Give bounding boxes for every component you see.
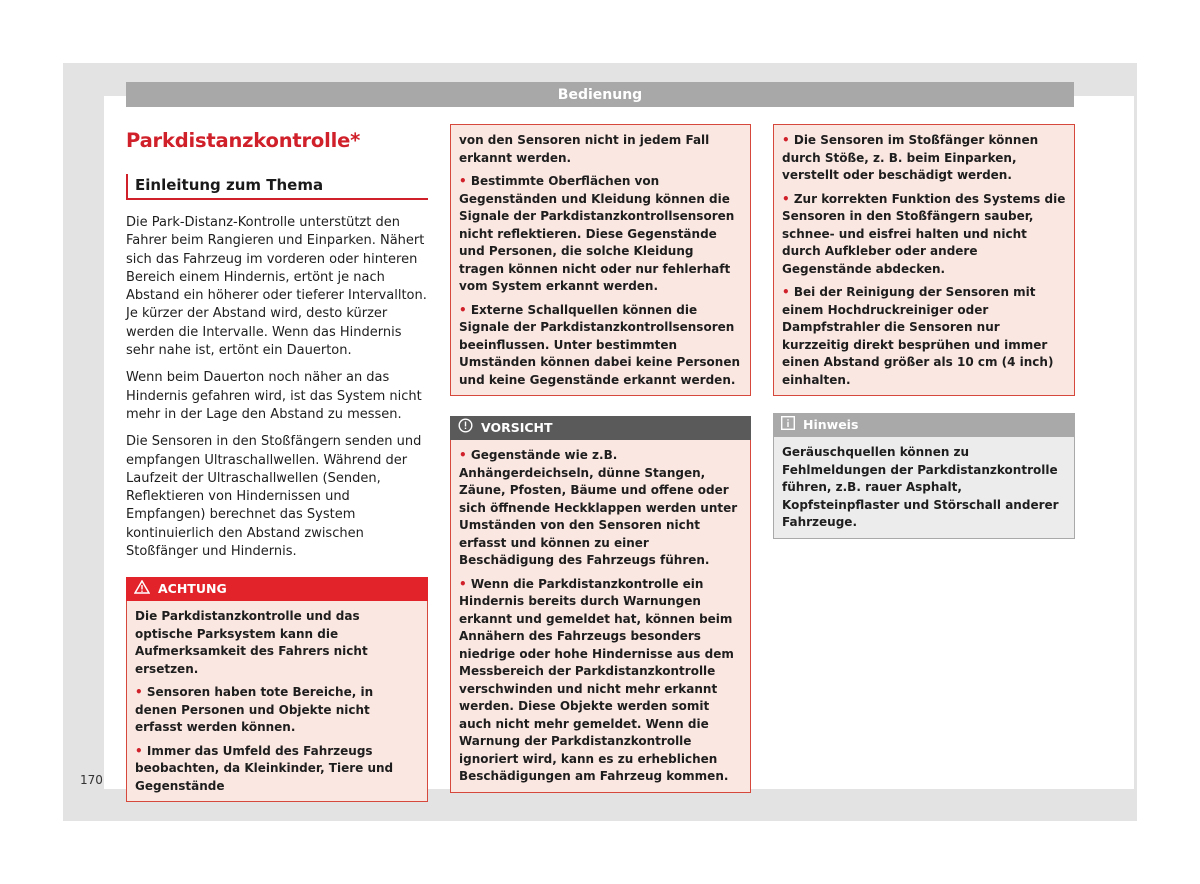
- warning-triangle-icon: [134, 578, 150, 602]
- vorsicht-label: VORSICHT: [481, 420, 553, 435]
- caution-circle-icon: [458, 417, 473, 441]
- hinweis-notice: [773, 413, 1075, 539]
- continuation-bullet: [782, 132, 1066, 185]
- bullet-icon: •: [459, 448, 467, 462]
- bullet-icon: •: [782, 191, 790, 206]
- section-header: Bedienung: [126, 82, 1074, 107]
- achtung-body: [126, 601, 428, 802]
- bullet-icon: •: [135, 685, 143, 700]
- continuation-bullet-text: Externe Schallquellen können die Signale der Parkdistanzkontrollsensoren beeinflussen. Unter bestimmten Umständen können dabei keine Personen und keine Gegenstände erkannt werden.: [459, 302, 741, 387]
- continuation-bullet: [782, 284, 1066, 389]
- bullet-icon: •: [459, 174, 467, 188]
- bullet-icon: •: [459, 576, 467, 591]
- continuation-bullet-text: Bei der Reinigung der Sensoren mit einem Hochdruckreiniger oder Dampfstrahler die Sensoren nur kurzzeitig direkt besprühen und immer einen Abstand größer als 10 cm (4 inch) einhalten.: [782, 285, 1054, 387]
- vorsicht-notice: [450, 416, 751, 793]
- bullet-icon: •: [782, 285, 790, 299]
- bullet-icon: •: [459, 302, 467, 317]
- vorsicht-bullet-text: Wenn die Parkdistanzkontrolle ein Hindernis bereits durch Warnungen erkannt und gemeldet hat, können beim Annähern des Fahrzeugs besonders niedrige oder hohe Hindernisse aus dem Messbereich der Parkdistanzkontrolle verschwinden und nicht mehr erkannt werden. Diese Objekte werden somit auch nicht mehr gemeldet. Wenn die Warnung der Parkdistanzkontrolle ignoriert wird, kann es zu erheblichen Beschädigungen am Fahrzeug kommen.: [459, 576, 734, 783]
- dauerton-paragraph: Wenn beim Dauerton noch näher an das Hindernis gefahren wird, ist das System nicht mehr in der Lage den Abstand zu messen.: [126, 370, 422, 422]
- continuation-bullet: [459, 173, 742, 296]
- achtung-bullet: [135, 684, 419, 737]
- bullet-icon: •: [782, 133, 790, 147]
- achtung-continuation: [450, 124, 751, 396]
- column-2: [450, 124, 751, 793]
- achtung-bullet-text: Sensoren haben tote Bereiche, in denen Personen und Objekte nicht erfasst werden können.: [135, 685, 374, 735]
- continuation-bullet: [782, 191, 1066, 279]
- achtung-intro: Die Parkdistanzkontrolle und das optische Parksystem kann die Aufmerksamkeit des Fahrers nicht ersetzen.: [135, 609, 368, 676]
- page-number: 170: [80, 773, 103, 787]
- section-subtitle: Einleitung zum Thema: [126, 174, 428, 200]
- achtung-label: ACHTUNG: [158, 581, 227, 597]
- continuation-bullet: [459, 302, 742, 390]
- hinweis-header: [773, 413, 1075, 437]
- column-3: [773, 124, 1075, 539]
- intro-paragraph: Die Park-Distanz-Kontrolle unterstützt den Fahrer beim Rangieren und Einparken. Nähert sich das Fahrzeug im vorderen oder hinteren Bereich einem Hindernis, ertönt je nach Abstand ein höherer oder tieferer Intervallton. Je kürzer der Abstand wird, desto kürzer werden die Intervalle. Wenn das Hindernis sehr nahe ist, ertönt ein Dauerton.: [126, 215, 427, 359]
- continuation-bullet-text: Zur korrekten Funktion des Systems die Sensoren in den Stoßfängern sauber, schnee- und eisfrei halten und nicht durch Aufkleber oder andere Gegenstände abdecken.: [782, 191, 1066, 276]
- continuation-text: von den Sensoren nicht in jedem Fall erkannt werden.: [459, 133, 710, 165]
- column-1: [126, 124, 428, 802]
- bullet-icon: •: [135, 743, 143, 758]
- hinweis-label: Hinweis: [803, 417, 859, 432]
- page-title: Parkdistanzkontrolle*: [126, 129, 361, 152]
- achtung-notice: [126, 577, 428, 802]
- sensor-paragraph: Die Sensoren in den Stoßfängern senden und empfangen Ultraschallwellen. Während der Laufzeit der Ultraschallwellen (Senden, Reflektieren von Hindernissen und Empfangen) berechnet das System kontinuierlich den Abstand zwischen Stoßfänger und Hindernis.: [126, 434, 422, 560]
- vorsicht-bullet: [459, 447, 742, 570]
- vorsicht-body: [450, 440, 751, 793]
- continuation-bullet-text: Die Sensoren im Stoßfänger können durch Stöße, z. B. beim Einparken, verstellt oder beschädigt werden.: [782, 133, 1039, 182]
- info-icon: [781, 414, 795, 438]
- vorsicht-continuation: [773, 124, 1075, 396]
- vorsicht-header: [450, 416, 751, 440]
- achtung-bullet: [135, 743, 419, 796]
- vorsicht-bullet: [459, 576, 742, 786]
- hinweis-body: Geräuschquellen können zu Fehlmeldungen der Parkdistanzkontrolle führen, z.B. rauer Asphalt, Kopfsteinpflaster und Störschall anderer Fahrzeuge.: [773, 437, 1075, 539]
- achtung-header: [126, 577, 428, 601]
- continuation-bullet-text: Bestimmte Oberflächen von Gegenständen und Kleidung können die Signale der Parkdistanzkontrollsensoren nicht reflektieren. Diese Gegenstände und Personen, die solche Kleidung tragen können nicht oder nur fehlerhaft vom System erkannt werden.: [459, 174, 735, 293]
- achtung-bullet-text: Immer das Umfeld des Fahrzeugs beobachten, da Kleinkinder, Tiere und Gegenstände: [135, 743, 394, 793]
- vorsicht-bullet-text: Gegenstände wie z.B. Anhängerdeichseln, dünne Stangen, Zäune, Pfosten, Bäume und offene oder sich öffnende Heckklappen werden unter Umständen von den Sensoren nicht erfasst und können zu einer Beschädigung des Fahrzeugs führen.: [459, 448, 738, 567]
